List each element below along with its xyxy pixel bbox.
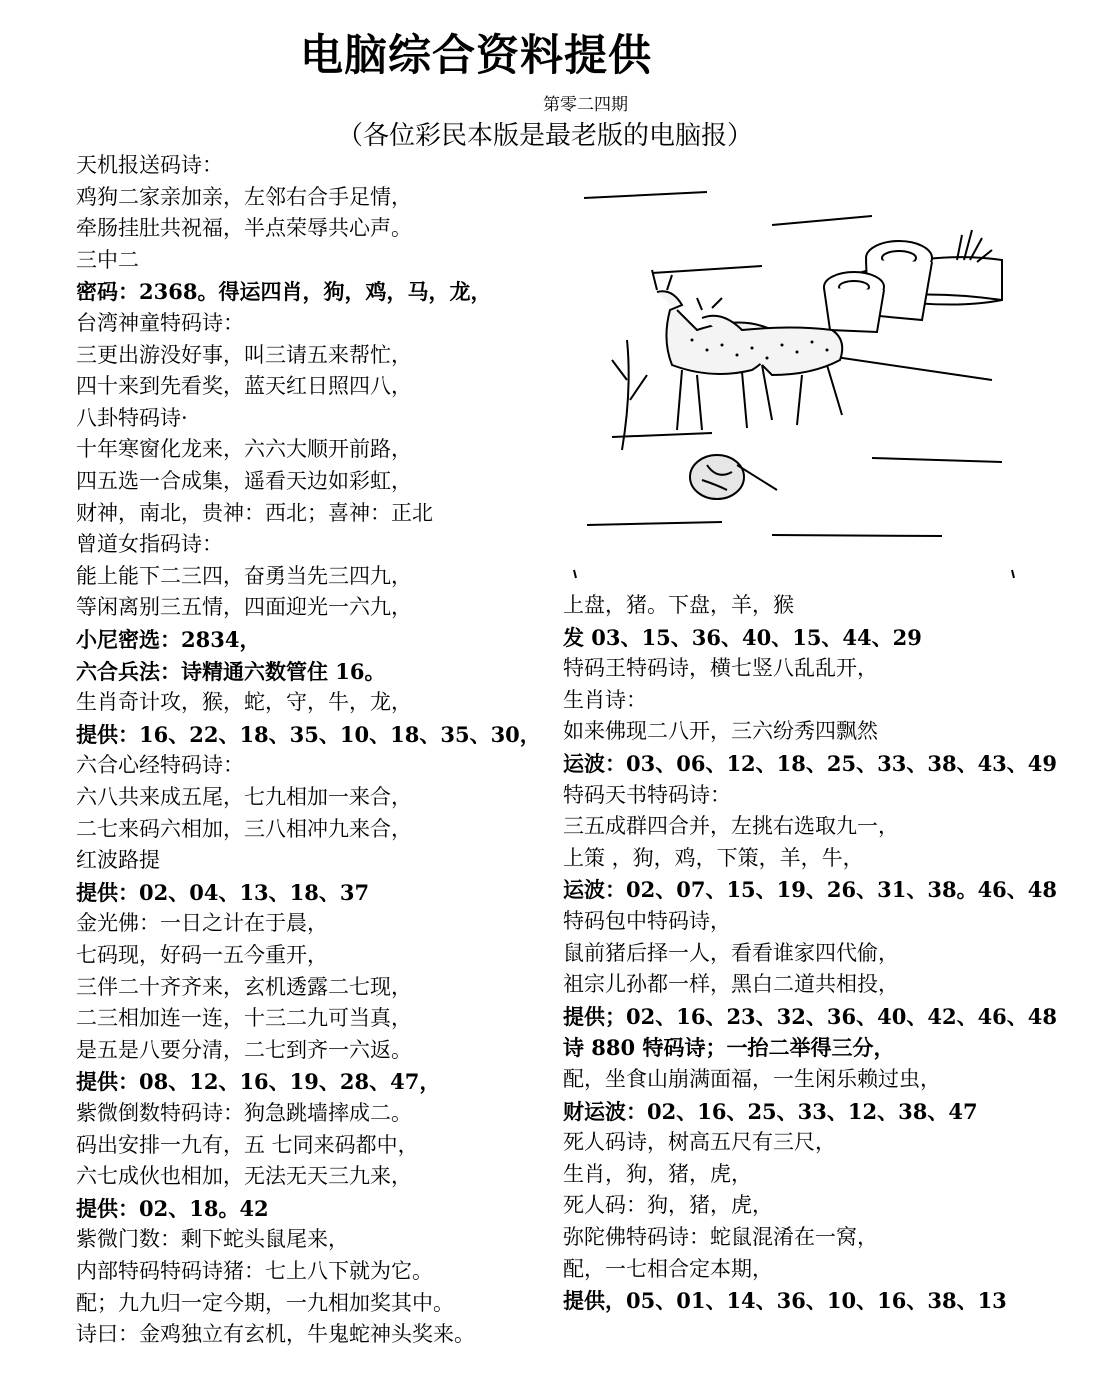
left-text-line: 提供：08、12、16、19、28、47， [76,1069,441,1095]
left-text-line: 七码现，好码一五今重开， [76,943,328,967]
right-text-line: 诗 880 特码诗；一抬二举得三分， [563,1035,895,1061]
left-text-line: 二三相加连一连，十三二九可当真， [76,1006,412,1031]
issue-number: 第零二四期 [543,95,628,115]
left-text-line: 密码：2368。得运四肖，狗，鸡，马，龙， [76,279,492,305]
left-text-line: 紫微倒数特码诗：狗急跳墙摔成二。 [76,1101,412,1125]
left-text-line: 六合兵法：诗精通六数管住 16。 [76,658,386,684]
right-text-line: 生肖，狗，猪，虎， [563,1161,752,1186]
left-text-line: 生肖奇计攻，猴，蛇，守，牛，龙， [76,690,412,715]
left-text-line: 台湾神童特码诗： [76,311,244,335]
left-text-line: 四十来到先看奖，蓝天红日照四八， [76,374,412,399]
left-text-line: 诗曰：金鸡独立有玄机，牛鬼蛇神头奖来。 [76,1322,475,1347]
left-text-line: 八卦特码诗· [76,405,188,430]
left-text-line: 二七来码六相加，三八相冲九来合， [76,816,412,841]
left-text-line: 能上能下二三四，奋勇当先三四九， [76,563,412,588]
right-text-line: 死人码诗，树高五尺有三尺， [563,1130,836,1155]
right-text-line: 财运波：02、16、25、33、12、38、47 [563,1098,978,1124]
left-text-line: 提供：02、18。42 [76,1195,269,1221]
left-text-line: 六七成伙也相加，无法无天三九来， [76,1164,412,1189]
left-text-line: 金光佛：一日之计在于晨， [76,911,328,936]
subtitle: （各位彩民本版是最老版的电脑报） [337,121,754,151]
right-text-line: 运波：03、06、12、18、25、33、38、43、49 [563,751,1058,776]
left-text-line: 紫微门数：剩下蛇头鼠尾来， [76,1227,349,1252]
left-text-line: 红波路提 [76,848,160,873]
left-text-line: 三更出游没好事，叫三请五来帮忙， [76,342,412,367]
right-text-line: 弥陀佛特码诗：蛇鼠混淆在一窝， [563,1225,878,1249]
right-text-line: 提供，05、01、14、36、10、16、38、13 [563,1288,1007,1314]
left-text-line: 配；九九归一定今期，一九相加奖其中。 [76,1290,454,1315]
right-text-line: 特码王特码诗，横七竖八乱乱开， [563,656,878,681]
left-text-line: 三中二 [76,247,139,272]
right-text-line: 上策 ，狗，鸡，下策，羊，牛， [563,845,864,870]
right-text-line: 运波：02、07、15、19、26、31、38。46、48 [563,877,1058,903]
left-text-line: 财神，南北，贵神：西北；喜神：正北 [76,500,433,525]
right-text-line: 生肖诗： [563,687,647,712]
left-text-line: 牵肠挂肚共祝福，半点荣辱共心声。 [76,216,412,241]
right-text-line: 鼠前猪后择一人，看看谁家四代偷， [563,940,899,965]
left-text-line: 小尼密选：2834， [76,627,261,652]
left-text-line: 四五选一合成集，遥看天边如彩虹， [76,469,412,493]
left-text-line: 天机报送码诗： [76,153,223,177]
left-text-line: 提供：02、04、13、18、37 [76,879,370,905]
right-text-line: 如来佛现二八开，三六纷秀四飘然 [563,719,878,744]
right-text-line: 配，坐食山崩满面福，一生闲乐赖过虫， [563,1067,941,1091]
left-text-line: 曾道女指码诗： [76,532,223,557]
left-text-line: 六八共来成五尾，七九相加一来合， [76,785,412,809]
left-text-line: 等闲离别三五情，四面迎光一六九， [76,595,412,620]
left-text-line: 六合心经特码诗： [76,753,244,778]
left-text-line: 鸡狗二家亲加亲，左邻右合手足情， [76,184,412,209]
left-text-line: 内部特码特码诗猪：七上八下就为它。 [76,1259,433,1283]
right-text-line: 三五成群四合并，左挑右选取九一， [563,814,899,839]
right-text-line: 配，一七相合定本期， [563,1256,773,1281]
right-text-line: 上盘，猪。下盘，羊，猴 [563,593,794,617]
right-text-line: 特码天书特码诗： [563,782,731,807]
deer-illustration [572,180,1072,580]
page-title: 电脑综合资料提供 [300,31,652,81]
right-text-line: 发 03、15、36、40、15、44、29 [563,624,922,650]
left-text-line: 三伴二十齐齐来，玄机透露二七现， [76,974,412,999]
right-text-line: 死人码：狗，猪，虎， [563,1193,773,1218]
right-text-line: 祖宗儿孙都一样，黑白二道共相投， [563,972,899,997]
left-text-line: 码出安排一九有，五 七同来码都中， [76,1132,419,1157]
left-text-line: 提供：16、22、18、35、10、18、35、30， [76,721,541,747]
left-text-line: 十年寒窗化龙来，六六大顺开前路， [76,437,412,462]
right-text-line: 提供；02、16、23、32、36、40、42、46、48 [563,1003,1058,1029]
left-text-line: 是五是八要分清，二七到齐一六返。 [76,1037,412,1062]
right-text-line: 特码包中特码诗， [563,909,731,933]
